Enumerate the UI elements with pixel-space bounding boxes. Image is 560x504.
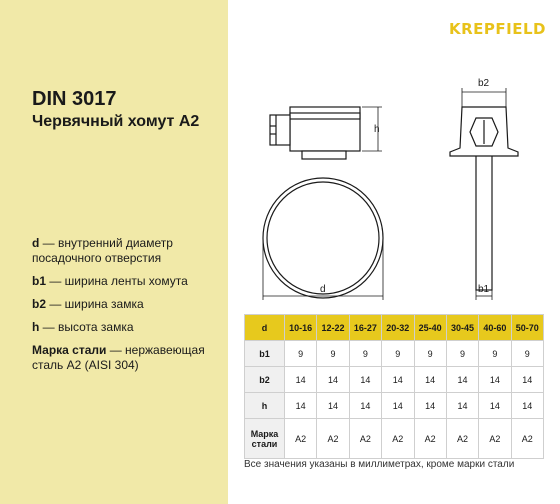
table-cell: 14	[511, 393, 543, 419]
table-cell: 14	[285, 367, 317, 393]
band-clip	[302, 151, 346, 159]
screw-housing-band	[290, 113, 360, 119]
table-header-cell: 30-45	[446, 315, 478, 341]
table-row	[245, 341, 544, 367]
table-cell: 14	[446, 367, 478, 393]
legend	[32, 236, 222, 381]
table-header-cell: 50-70	[511, 315, 543, 341]
clamp-ring-outer	[263, 178, 383, 298]
brand-logo: KREPFIELD	[449, 20, 546, 38]
table-header-cell: 16-27	[349, 315, 381, 341]
table-cell: A2	[446, 419, 478, 459]
table-cell: 14	[349, 367, 381, 393]
label-h: h	[374, 124, 380, 135]
table-cell: A2	[479, 419, 511, 459]
table-header-cell: 10-16	[285, 315, 317, 341]
clamp-side-view	[450, 88, 518, 300]
table-header-row	[245, 315, 544, 341]
specs-table	[244, 314, 544, 459]
table-cell: 14	[414, 393, 446, 419]
table-header-cell: 40-60	[479, 315, 511, 341]
table-header-cell: 12-22	[317, 315, 349, 341]
page-subtitle: Червячный хомут А2	[32, 113, 200, 130]
table-cell: 9	[479, 341, 511, 367]
table-cell: 14	[382, 367, 414, 393]
legend-item-d: d — внутренний диаметр посадочного отверстия	[32, 236, 173, 265]
label-d: d	[320, 284, 326, 295]
screw-head	[270, 115, 290, 145]
table-cell: 14	[349, 393, 381, 419]
table-cell: 14	[317, 367, 349, 393]
table-cell: A2	[414, 419, 446, 459]
legend-item-steel: Марка стали — нержавеющая сталь А2 (AISI 304)	[32, 343, 205, 372]
table-cell: 14	[511, 367, 543, 393]
table-cell: 9	[414, 341, 446, 367]
table-row	[245, 419, 544, 459]
label-b1: b1	[478, 284, 490, 295]
table-row	[245, 367, 544, 393]
clamp-diagram	[240, 60, 550, 310]
table-cell: 14	[446, 393, 478, 419]
table-cell: A2	[382, 419, 414, 459]
clamp-front-view	[263, 107, 383, 300]
table-cell: A2	[317, 419, 349, 459]
table-cell: 14	[285, 393, 317, 419]
table-row	[245, 393, 544, 419]
table-cell: 9	[285, 341, 317, 367]
table-header-cell: d	[245, 315, 285, 341]
table-cell: 14	[382, 393, 414, 419]
legend-item-b2: b2 — ширина замка	[32, 297, 144, 311]
table-cell: 14	[479, 367, 511, 393]
label-b2: b2	[478, 78, 490, 89]
table-cell: A2	[511, 419, 543, 459]
table-cell: 14	[414, 367, 446, 393]
clamp-ring-inner	[267, 182, 379, 294]
table-cell: 14	[317, 393, 349, 419]
table-cell: A2	[285, 419, 317, 459]
page-title: DIN 3017	[32, 88, 117, 110]
table-cell: 14	[479, 393, 511, 419]
table-cell: 9	[317, 341, 349, 367]
table-row-label: Марка стали	[245, 419, 285, 459]
legend-item-b1: b1 — ширина ленты хомута	[32, 274, 188, 288]
table-row-label: b2	[245, 367, 285, 393]
footnote: Все значения указаны в миллиметрах, кроме марки стали	[244, 459, 515, 470]
table-header-cell: 20-32	[382, 315, 414, 341]
legend-item-h: h — высота замка	[32, 320, 134, 334]
table-cell: 9	[446, 341, 478, 367]
table-row-label: h	[245, 393, 285, 419]
table-cell: 9	[511, 341, 543, 367]
table-header-cell: 25-40	[414, 315, 446, 341]
table-row-label: b1	[245, 341, 285, 367]
table-cell: A2	[349, 419, 381, 459]
table-cell: 9	[382, 341, 414, 367]
table-cell: 9	[349, 341, 381, 367]
